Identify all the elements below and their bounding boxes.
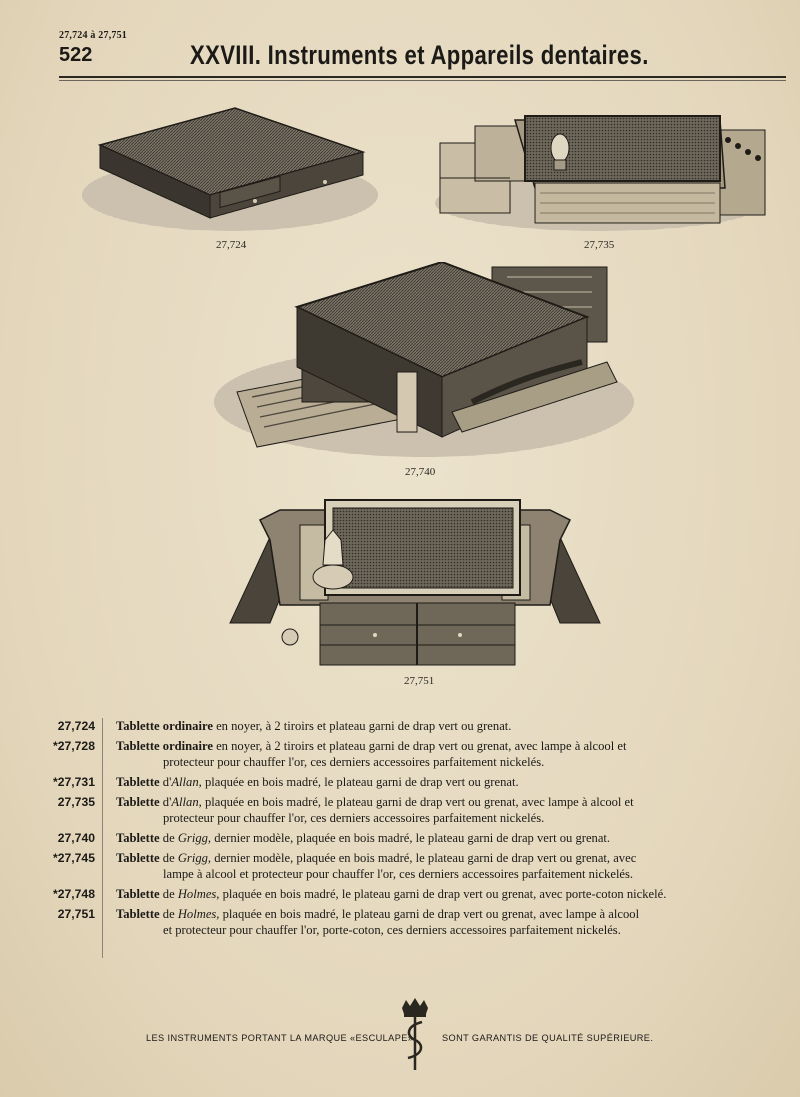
- item-number: 27,735: [57, 795, 95, 809]
- list-item: *27,748 Tablette de Holmes, plaquée en bois madré, le plateau garni de drap vert ou grenat, avec porte-coton nickelé.: [30, 886, 760, 902]
- figure-caption: 27,740: [405, 466, 436, 478]
- list-item: *27,728 Tablette ordinaire en noyer, à 2 tiroirs et plateau garni de drap vert ou grenat, avec lampe à alcool et protecteur pour chauffer l'or, ces derniers accessoires parfaitement nickelés.: [30, 738, 760, 770]
- item-number: *27,731: [52, 775, 95, 789]
- item-number: *27,745: [52, 851, 95, 865]
- list-item: *27,731 Tablette d'Allan, plaquée en bois madré, le plateau garni de drap vert ou grenat.: [30, 774, 760, 790]
- item-number: *27,748: [52, 887, 95, 901]
- item-number: 27,740: [57, 831, 95, 845]
- figure-27751: [225, 495, 605, 670]
- figure-27740: [212, 262, 636, 462]
- item-list: [30, 718, 760, 942]
- page-range: 27,724 à 27,751: [59, 30, 127, 41]
- header-rule: [59, 76, 786, 78]
- list-item: 27,740 Tablette de Grigg, dernier modèle, plaquée en bois madré, le plateau garni de drap vert ou grenat.: [30, 830, 760, 846]
- item-number: 27,751: [57, 907, 95, 921]
- figure-caption: 27,735: [584, 239, 615, 251]
- list-item: *27,745 Tablette de Grigg, dernier modèle, plaquée en bois madré, le plateau garni de drap vert ou grenat, avec lampe à alcool et protecteur pour chauffer l'or, ces derniers accessoires parfaitement nickelés.: [30, 850, 760, 882]
- figure-caption: 27,724: [216, 239, 247, 251]
- list-item: 27,724 Tablette ordinaire en noyer, à 2 tiroirs et plateau garni de drap vert ou grenat.: [30, 718, 760, 734]
- item-number: 27,724: [57, 719, 95, 733]
- item-number: *27,728: [52, 739, 95, 753]
- header-rule-thin: [59, 80, 786, 81]
- footer-left: LES INSTRUMENTS PORTANT LA MARQUE «ESCULAPE»: [146, 1033, 414, 1043]
- list-item: 27,751 Tablette de Holmes, plaquée en bois madré, le plateau garni de drap vert ou grenat, avec lampe à alcool et protecteur pour chauffer l'or, porte-coton, ces derniers accessoires parfaitement nickelés.: [30, 906, 760, 938]
- esculape-logo-icon: [398, 998, 432, 1077]
- list-item: 27,735 Tablette d'Allan, plaquée en bois madré, le plateau garni de drap vert ou grenat, avec lampe à alcool et protecteur pour chauffer l'or, ces derniers accessoires parfaitement nickelés.: [30, 794, 760, 826]
- footer-right: SONT GARANTIS DE QUALITÉ SUPÉRIEURE.: [442, 1033, 654, 1043]
- figure-caption: 27,751: [404, 675, 435, 687]
- figure-27724: [80, 100, 380, 235]
- page-title: XXVIII. Instruments et Appareils dentaires.: [190, 40, 649, 70]
- figure-27735: [430, 108, 770, 236]
- page-number: 522: [59, 44, 93, 66]
